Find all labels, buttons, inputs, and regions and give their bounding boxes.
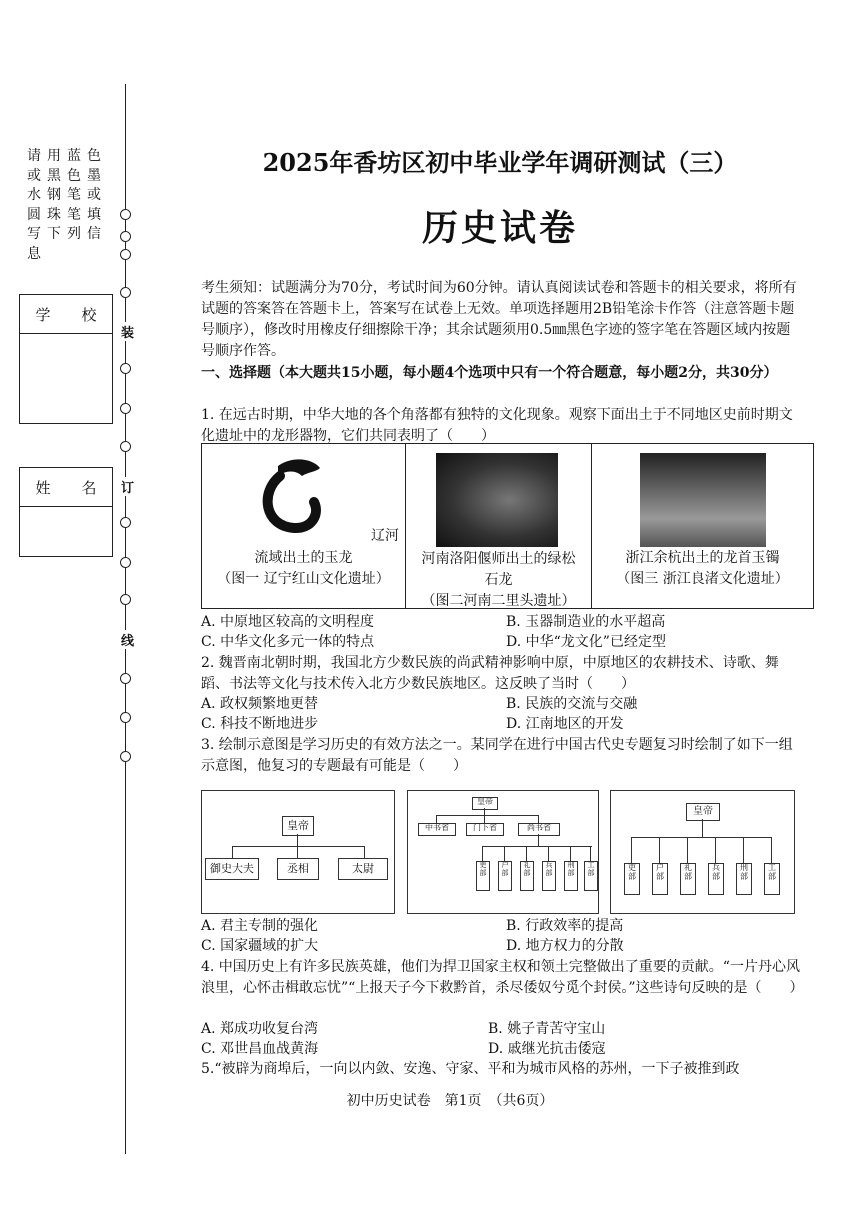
q2-option-d: D. 江南地区的开发 [506,716,624,732]
sidebar-instructions: 请用蓝色或黑色墨水钢笔或圆珠笔填写下列信息 [27,148,107,262]
q3-option-b: B. 行政效率的提高 [506,918,624,934]
jade-dragon-image [258,454,338,534]
diagram-node: 礼部 [520,861,534,891]
exam-notice: 考生须知：试题满分为70分，考试时间为60分钟。请认真阅读试卷和答题卡的相关要求，将所有试题的答案答在答题卡上，答案写在试卷上无效。单项选择题用2B铅笔涂卡作答（注意答题卡题号顺序），修改时用橡皮仔细擦除干净；其余试题须用0.5㎜黑色字迹的签字笔在答题区域内按题号顺序作答。 [201,280,797,359]
connector [484,815,485,823]
figure-1-cell [202,444,406,609]
school-label [20,295,112,334]
school-label-char: 校 [81,305,97,324]
q2-option-b: B. 民族的交流与交融 [506,696,638,712]
connector [436,815,538,816]
connector [297,834,298,846]
page-footer: 初中历史试卷 第1页 （共6页） [346,1093,554,1109]
diagram-node: 丞相 [277,858,319,880]
diagram-node: 兵部 [708,863,724,895]
q3-option-d: D. 地方权力的分散 [506,938,624,954]
binding-hole [120,712,131,723]
connector [364,846,365,858]
connector [715,837,716,863]
figure-1-caption-b: 流域出土的玉龙 [254,550,353,566]
binding-line [125,84,126,1154]
connector [702,819,703,837]
diagram-node: 工部 [584,861,598,891]
connector [631,837,771,838]
section-heading: 一、选择题（本大题共15小题，每小题4个选项中只有一个符合题意，每小题2分，共30分） [201,365,778,381]
binding-hole [120,403,131,414]
name-box [19,467,113,557]
subject-title: 历史试卷 [421,207,578,249]
diagram-node: 门下省 [466,823,504,836]
binding-hole [120,594,131,605]
connector [631,837,632,863]
diagram-node: 尚书省 [518,823,560,836]
q4-option-c: C. 邓世昌血战黄海 [201,1041,319,1057]
connector [436,815,437,823]
diagram-node: 吏部 [476,861,490,891]
q4-option-a: A. 郑成功收复台湾 [201,1021,319,1037]
figure-3-caption-b: （图三 浙江良渚文化遗址） [616,571,789,587]
figure-2-caption-b: 石龙 [484,572,513,588]
diagram-node: 吏部 [624,863,640,895]
q2-option-c: C. 科技不断地进步 [201,716,319,732]
binding-hole [120,441,131,452]
figure-2-caption-c: （图二河南二里头遗址） [421,593,576,609]
question-1-figures [201,443,814,609]
diagram-node: 户部 [652,863,668,895]
connector [484,808,485,815]
q1-option-a: A. 中原地区较高的文明程度 [201,614,375,630]
exam-title: 2025年香坊区初中毕业学年调研测试（三） [262,148,738,177]
binding-mark: 订 [121,477,134,496]
connector [504,846,505,861]
question-2-stem: 2. 魏晋南北朝时期，我国北方少数民族的尚武精神影响中原，中原地区的农耕技术、诗歌、舞蹈、书法等文化与技术传入北方少数民族地区。这反映了当时（ ） [201,655,779,692]
connector [482,846,483,861]
dragon-bracelet-image [640,453,766,547]
connector [743,837,744,863]
connector [687,837,688,863]
school-box [19,294,113,424]
diagram-node: 中书省 [418,823,456,836]
school-label-char: 学 [35,305,51,324]
diagram-ming [610,790,795,914]
binding-hole [120,517,131,528]
question-5-stem: 5.“被辟为商埠后，一向以内敛、安逸、守家、平和为城市风格的苏州，一下子被推到政 [201,1061,740,1077]
q4-option-d: D. 戚继光抗击倭寇 [488,1041,606,1057]
binding-hole [120,287,131,298]
binding-mark: 线 [121,630,134,649]
diagram-node: 户部 [498,861,512,891]
diagram-tang [407,790,599,914]
q3-option-c: C. 国家疆域的扩大 [201,938,319,954]
connector [297,846,298,858]
diagram-node: 太尉 [338,858,388,880]
connector [482,846,592,847]
binding-hole [120,673,131,684]
q2-option-a: A. 政权频繁地更替 [201,696,319,712]
binding-hole [120,209,131,220]
diagram-node: 刑部 [564,861,578,891]
connector [590,846,591,861]
connector [538,834,539,846]
diagram-node: 皇帝 [282,816,314,836]
binding-hole [120,557,131,568]
figure-3-caption-a: 浙江余杭出土的龙首玉镯 [625,550,780,566]
connector [570,846,571,861]
q1-option-b: B. 玉器制造业的水平超高 [506,614,666,630]
turquoise-dragon-image [436,453,558,547]
diagram-node: 皇帝 [472,797,498,810]
figure-2-caption-a: 河南洛阳偃师出土的绿松 [421,551,576,567]
diagram-node: 御史大夫 [205,858,259,880]
q1-option-d: D. 中华“龙文化”已经定型 [506,634,666,650]
name-label-char: 姓 [35,478,51,497]
diagram-node: 刑部 [736,863,752,895]
connector [771,837,772,863]
binding-hole [120,363,131,374]
name-label [20,468,112,507]
connector [659,837,660,863]
figure-1-caption-a: 辽河 [371,528,399,544]
q4-option-b: B. 姚子青苦守宝山 [488,1021,606,1037]
name-label-char: 名 [81,478,97,497]
q1-option-c: C. 中华文化多元一体的特点 [201,634,375,650]
binding-hole [120,249,131,260]
connector [526,846,527,861]
binding-hole [120,231,131,242]
connector [232,846,364,847]
question-3-stem: 3. 绘制示意图是学习历史的有效方法之一。某同学在进行中国古代史专题复习时绘制了如下一组示意图，他复习的专题最有可能是（ ） [201,737,793,774]
diagram-qin [201,790,395,914]
question-1-stem: 1. 在远古时期，中华大地的各个角落都有独特的文化现象。观察下面出土于不同地区史前时期文化遗址中的龙形器物，它们共同表明了（ ） [201,407,793,444]
diagram-node: 礼部 [680,863,696,895]
figure-3-cell [592,444,814,609]
figure-1-caption-c: （图一 辽宁红山文化遗址） [217,571,390,587]
connector [232,846,233,858]
diagram-node: 皇帝 [686,803,720,821]
question-4-stem: 4. 中国历史上有许多民族英雄，他们为捍卫国家主权和领土完整做出了重要的贡献。“一片丹心风浪里，心怀击楫敢忘忧”“上报天子今下救黔首，杀尽倭奴兮觅个封侯。”这些诗句反映的是（ ） [201,959,804,996]
connector [538,815,539,823]
diagram-node: 兵部 [542,861,556,891]
q3-option-a: A. 君主专制的强化 [201,918,319,934]
binding-mark: 装 [121,322,134,341]
connector [548,846,549,861]
binding-hole [120,751,131,762]
diagram-node: 工部 [764,863,780,895]
figure-2-cell [406,444,592,609]
